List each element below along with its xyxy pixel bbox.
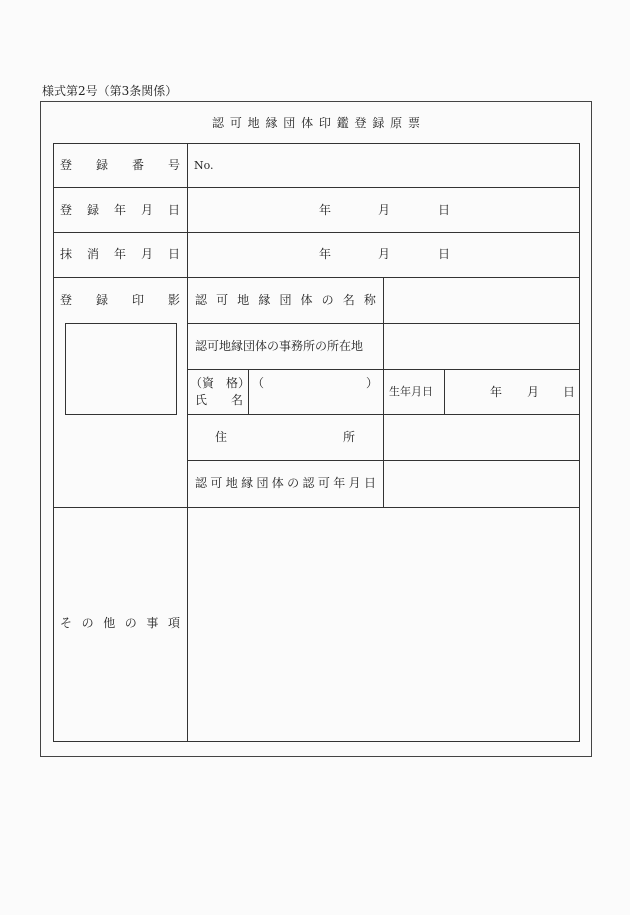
address-label: 住 所 [215,430,355,444]
cancel-date-month[interactable]: 月 [378,247,391,261]
approval-date-label: 認 可 地 縁 団 体 の 認 可 年 月 日 [195,476,376,490]
col-line [383,277,384,508]
cancel-date-day[interactable]: 日 [438,247,451,261]
birth-day[interactable]: 日 [563,385,576,399]
cancel-date-year[interactable]: 年 [319,247,332,261]
qualification-label: （資 格） [190,376,251,390]
other-matters-label: そ の 他 の 事 項 [60,616,180,630]
form-id: 様式第2号（第3条関係） [42,84,178,98]
reg-date-day[interactable]: 日 [438,203,451,217]
reg-date-label: 登 録 年 月 日 [60,203,180,217]
seal-box[interactable] [65,323,177,415]
row-line [53,232,579,233]
reg-date-month[interactable]: 月 [378,203,391,217]
cancel-date-label: 抹 消 年 月 日 [60,247,180,261]
birth-date-label: 生年月日 [389,385,433,398]
row-line [53,187,579,188]
form-title: 認 可 地 縁 団 体 印 鑑 登 録 原 票 [212,116,420,130]
group-name-label: 認 可 地 縁 団 体 の 名 称 [195,293,376,307]
paren-open: （ [252,376,265,390]
col-line [444,369,445,415]
seal-label: 登 録 印 影 [60,293,180,307]
birth-month[interactable]: 月 [527,385,540,399]
representative-name-label: 氏 名 [195,393,244,407]
birth-year[interactable]: 年 [490,385,503,399]
reg-date-year[interactable]: 年 [319,203,332,217]
other-matters-area[interactable] [188,508,578,740]
reg-no-value[interactable]: No. [194,159,214,172]
office-location-label: 認可地縁団体の事務所の所在地 [195,339,364,353]
row-line [53,277,579,278]
paren-close: ） [366,376,379,390]
reg-no-label: 登 録 番 号 [60,158,180,172]
